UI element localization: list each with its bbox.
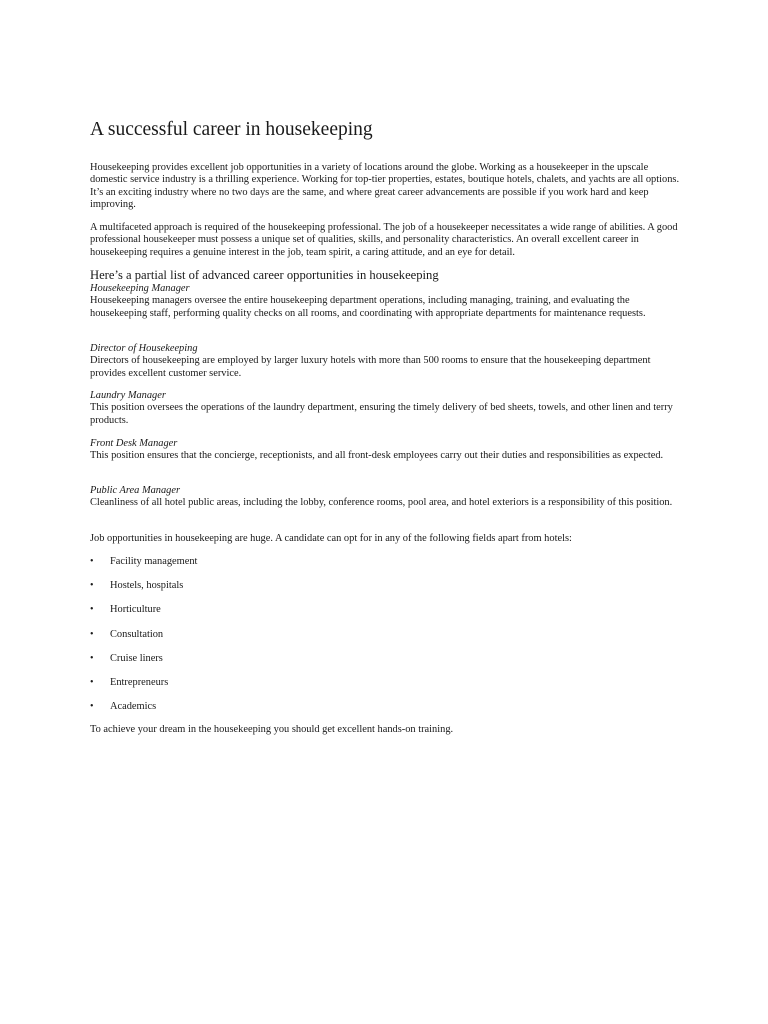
- role-description: This position oversees the operations of the laundry department, ensuring the timely delivery of bed sheets, towels, and other linen and terry products.: [90, 402, 673, 426]
- intro-paragraph-2: A multifaceted approach is required of the housekeeping professional. The job of a housekeeper necessitates a wide range of abilities. A good professional housekeeper must possess a unique set of qualities, skills, and personality characteristics. An overall excellent career in housekeeping requires a genuine interest in the job, team spirit, a caring attitude, and an eye for detail.: [90, 222, 678, 258]
- list-item-text: Horticulture: [110, 604, 161, 616]
- bullet-icon: •: [90, 676, 94, 688]
- role-description: This position ensures that the concierge, receptionists, and all front-desk employees carry out their duties and responsibilities as expected.: [90, 450, 664, 462]
- role-description: Housekeeping managers oversee the entire housekeeping department operations, including managing, training, and evaluating the housekeeping staff, performing quality checks on all rooms, and coordinating with appropriate departments for maintenance requests.: [90, 295, 646, 319]
- role-title: Public Area Manager: [90, 485, 181, 496]
- closing-paragraph: To achieve your dream in the housekeeping you should get excellent hands-on training.: [90, 724, 454, 735]
- list-item-text: Facility management: [110, 556, 198, 567]
- bullet-icon: •: [90, 652, 94, 664]
- list-item-text: Entrepreneurs: [110, 676, 169, 688]
- document-title: A successful career in housekeeping: [90, 119, 373, 140]
- role-title: Front Desk Manager: [90, 438, 178, 449]
- bullet-icon: •: [90, 628, 94, 640]
- role-description: Cleanliness of all hotel public areas, including the lobby, conference rooms, pool area, and hotel exteriors is a responsibility of this position.: [90, 497, 673, 509]
- role-title: Housekeeping Manager: [90, 283, 190, 294]
- role-title: Laundry Manager: [90, 390, 166, 401]
- careers-heading: Here’s a partial list of advanced career opportunities in housekeeping: [90, 268, 439, 282]
- bullet-icon: •: [90, 701, 94, 713]
- list-item-text: Cruise liners: [110, 652, 163, 664]
- fields-intro: Job opportunities in housekeeping are huge. A candidate can opt for in any of the following fields apart from hotels:: [90, 533, 572, 544]
- bullet-icon: •: [90, 556, 94, 567]
- list-item-text: Hostels, hospitals: [110, 580, 184, 592]
- role-section: [90, 283, 680, 320]
- intro-paragraph-1: Housekeeping provides excellent job opportunities in a variety of locations around the globe. Working as a housekeeper in the upscale domestic service industry is a thrilling experience. Working for top-tier properties, estates, boutique hotels, chalets, and yachts are all options. It’s an exciting industry where no two days are the same, and where great career advancements are possible if you work hard and keep improving.: [90, 162, 680, 211]
- bullet-icon: •: [90, 604, 94, 616]
- role-section: [90, 438, 680, 463]
- role-section: [90, 343, 680, 380]
- bullet-icon: •: [90, 580, 94, 592]
- role-section: [90, 485, 680, 510]
- role-title: Director of Housekeeping: [90, 343, 198, 354]
- list-item-text: Consultation: [110, 628, 164, 640]
- role-section: [90, 390, 680, 427]
- role-description: Directors of housekeeping are employed by larger luxury hotels with more than 500 rooms to ensure that the housekeeping department provides excellent customer service.: [90, 355, 651, 379]
- list-item-text: Academics: [110, 701, 157, 713]
